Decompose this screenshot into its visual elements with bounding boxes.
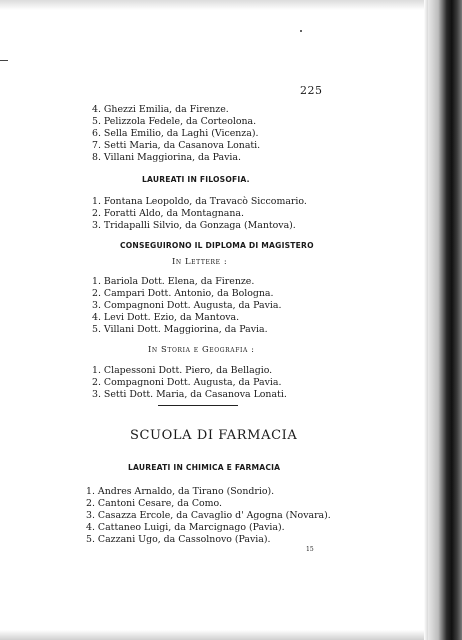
section-title: SCUOLA DI FARMACIA	[130, 428, 298, 443]
heading-chimica: LAUREATI IN CHIMICA E FARMACIA	[128, 463, 281, 472]
list-item: 2. Cantoni Cesare, da Como.	[86, 498, 223, 509]
heading-magistero: CONSEGUIRONO IL DIPLOMA DI MAGISTERO	[120, 241, 314, 250]
list-item: 2. Foratti Aldo, da Montagnana.	[92, 208, 244, 219]
section-divider	[158, 405, 238, 406]
list-item: 3. Setti Dott. Maria, da Casanova Lonati.	[92, 389, 287, 400]
heading-filosofia: LAUREATI IN FILOSOFIA.	[142, 175, 250, 184]
margin-mark	[0, 60, 8, 61]
list-item: 5. Pelizzola Fedele, da Corteolona.	[92, 116, 257, 127]
list-item: 1. Bariola Dott. Elena, da Firenze.	[92, 276, 255, 287]
list-item: 3. Tridapalli Silvio, da Gonzaga (Mantova).	[92, 220, 296, 231]
list-item: 1. Clapessoni Dott. Piero, da Bellagio.	[92, 365, 273, 376]
page-top-shadow	[0, 0, 428, 10]
list-item: 1. Andres Arnaldo, da Tirano (Sondrio).	[86, 486, 275, 497]
subheading-storia: In Storia e Geografia :	[148, 344, 255, 354]
list-item: 2. Campari Dott. Antonio, da Bologna.	[92, 288, 274, 299]
list-item: 5. Villani Dott. Maggiorina, da Pavia.	[92, 324, 268, 335]
page-bottom-shadow	[0, 630, 428, 640]
list-item: 3. Casazza Ercole, da Cavaglio d' Agogna (Novara).	[86, 510, 331, 521]
printer-mark: 15	[306, 546, 314, 553]
list-item: 2. Compagnoni Dott. Augusta, da Pavia.	[92, 377, 282, 388]
list-item: 1. Fontana Leopoldo, da Travacò Siccomario.	[92, 196, 307, 207]
list-item: 4. Levi Dott. Ezio, da Mantova.	[92, 312, 240, 323]
list-item: 4. Cattaneo Luigi, da Marcignago (Pavia).	[86, 522, 285, 533]
list-item: 4. Ghezzi Emilia, da Firenze.	[92, 104, 229, 115]
subheading-lettere: In Lettere :	[172, 256, 228, 266]
page-number: 225	[300, 84, 323, 97]
paper-speck	[300, 30, 302, 32]
list-item: 5. Cazzani Ugo, da Cassolnovo (Pavia).	[86, 534, 271, 545]
list-item: 7. Setti Maria, da Casanova Lonati.	[92, 140, 261, 151]
book-binding	[428, 0, 462, 640]
list-item: 6. Sella Emilio, da Laghi (Vicenza).	[92, 128, 259, 139]
list-item: 3. Compagnoni Dott. Augusta, da Pavia.	[92, 300, 282, 311]
list-item: 8. Villani Maggiorina, da Pavia.	[92, 152, 241, 163]
